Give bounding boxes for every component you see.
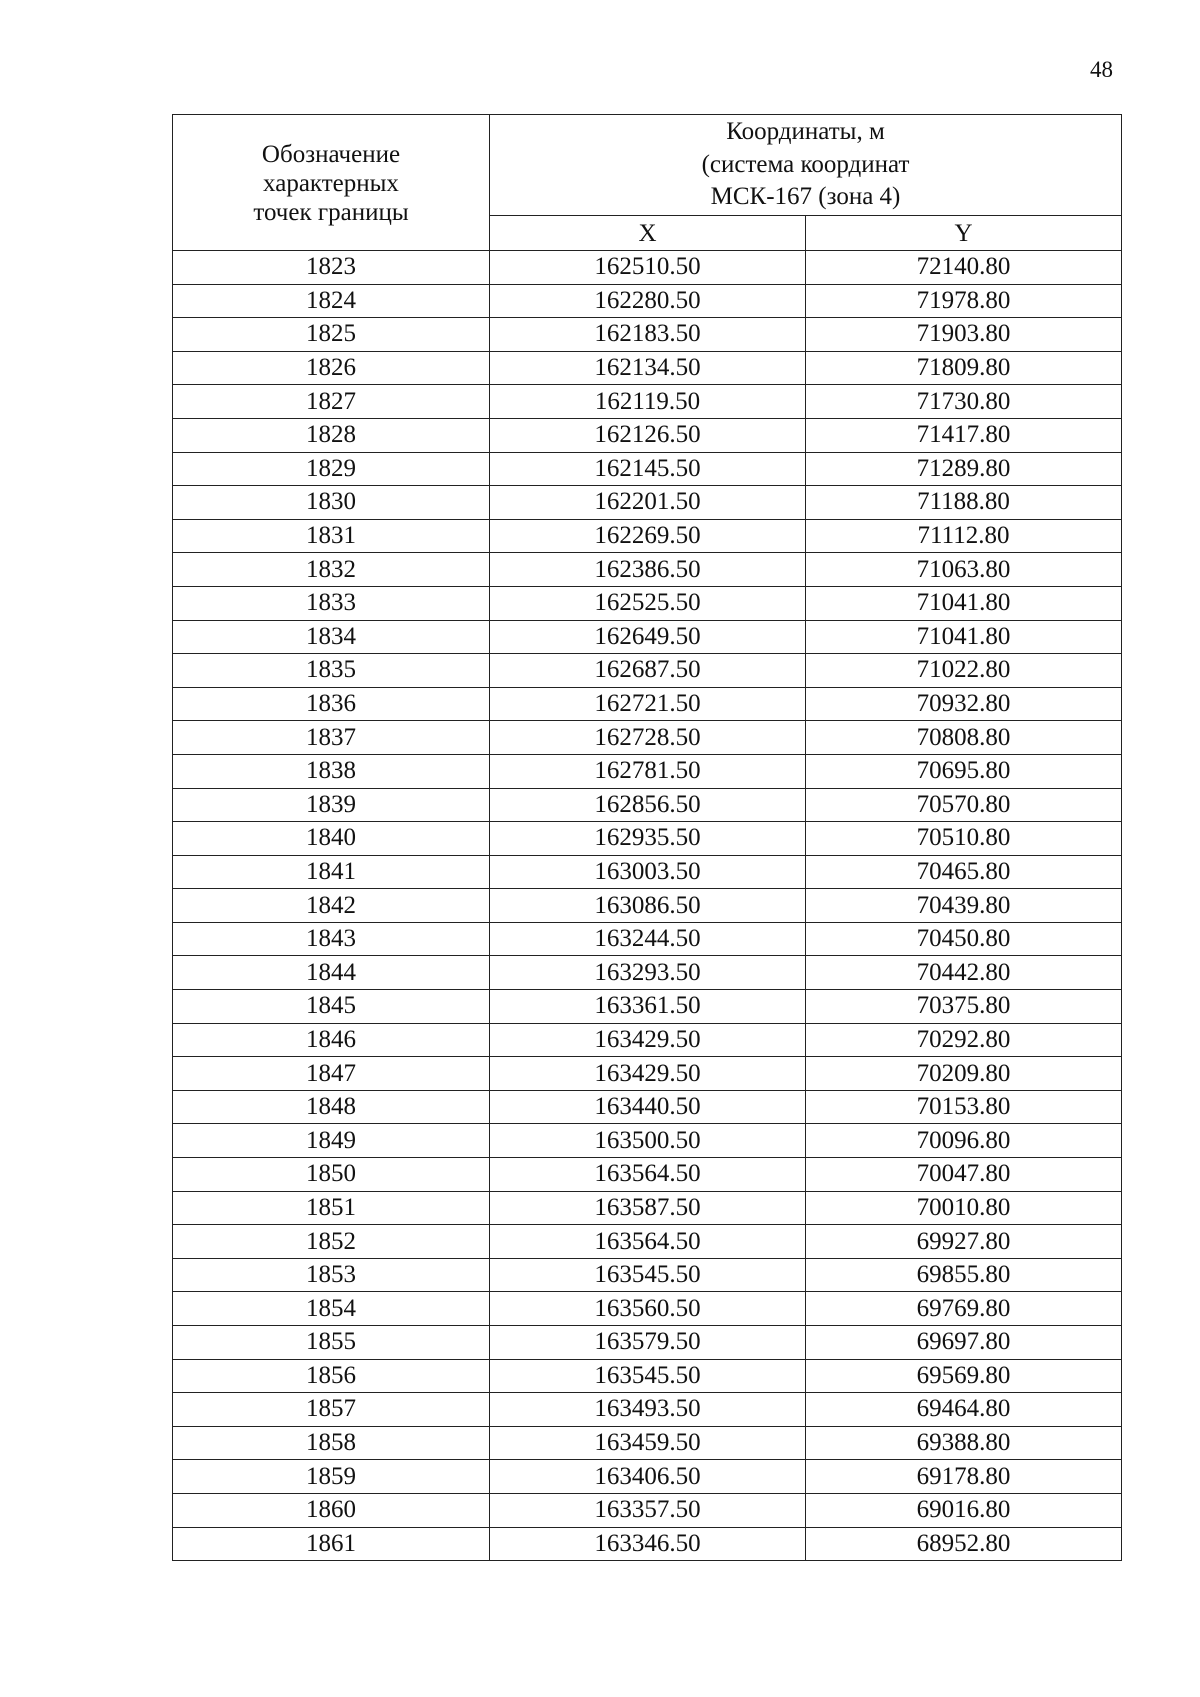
table-row	[173, 519, 1122, 553]
x-coordinate-cell: 163564.50	[490, 1225, 806, 1259]
x-coordinate-cell: 162145.50	[490, 452, 806, 486]
x-coordinate-cell: 162525.50	[490, 586, 806, 620]
y-coordinate-cell: 70010.80	[806, 1191, 1122, 1225]
y-coordinate-cell: 71730.80	[806, 385, 1122, 419]
table-row	[173, 1460, 1122, 1494]
x-coordinate-cell: 162728.50	[490, 721, 806, 755]
table-row	[173, 687, 1122, 721]
y-coordinate-cell: 69388.80	[806, 1426, 1122, 1460]
table-row	[173, 855, 1122, 889]
table-row	[173, 251, 1122, 285]
point-id-cell: 1854	[173, 1292, 490, 1326]
point-id-cell: 1861	[173, 1527, 490, 1561]
y-coordinate-cell: 70209.80	[806, 1057, 1122, 1091]
point-id-cell: 1831	[173, 519, 490, 553]
x-coordinate-cell: 162687.50	[490, 654, 806, 688]
table-row	[173, 754, 1122, 788]
y-coordinate-cell: 69855.80	[806, 1258, 1122, 1292]
x-coordinate-cell: 163587.50	[490, 1191, 806, 1225]
point-id-cell: 1832	[173, 553, 490, 587]
point-id-cell: 1835	[173, 654, 490, 688]
table-row	[173, 1023, 1122, 1057]
x-coordinate-cell: 162119.50	[490, 385, 806, 419]
table-row	[173, 418, 1122, 452]
y-coordinate-cell: 71903.80	[806, 318, 1122, 352]
point-id-cell: 1860	[173, 1493, 490, 1527]
x-coordinate-cell: 163346.50	[490, 1527, 806, 1561]
y-coordinate-cell: 69569.80	[806, 1359, 1122, 1393]
y-coordinate-cell: 70047.80	[806, 1158, 1122, 1192]
y-coordinate-cell: 70510.80	[806, 822, 1122, 856]
coordinates-header-line: (система координат	[701, 150, 910, 178]
y-coordinate-cell: 71112.80	[806, 519, 1122, 553]
y-coordinate-cell: 70375.80	[806, 990, 1122, 1024]
x-coordinate-cell: 162856.50	[490, 788, 806, 822]
point-id-cell: 1840	[173, 822, 490, 856]
table-row	[173, 1225, 1122, 1259]
point-id-cell: 1848	[173, 1090, 490, 1124]
header-row	[173, 115, 1122, 216]
x-coordinate-cell: 162134.50	[490, 351, 806, 385]
x-coordinate-cell: 163579.50	[490, 1326, 806, 1360]
table-row	[173, 1393, 1122, 1427]
table-row	[173, 1191, 1122, 1225]
point-id-cell: 1833	[173, 586, 490, 620]
designation-header-line: характерных	[263, 170, 399, 198]
x-coordinate-cell: 163357.50	[490, 1493, 806, 1527]
table-row	[173, 1527, 1122, 1561]
table-row	[173, 654, 1122, 688]
y-coordinate-cell: 69178.80	[806, 1460, 1122, 1494]
y-coordinate-cell: 70695.80	[806, 754, 1122, 788]
table-body	[173, 251, 1122, 1561]
point-id-cell: 1838	[173, 754, 490, 788]
y-coordinate-cell: 69927.80	[806, 1225, 1122, 1259]
y-coordinate-cell: 69016.80	[806, 1493, 1122, 1527]
x-coordinate-cell: 162721.50	[490, 687, 806, 721]
x-coordinate-cell: 163086.50	[490, 889, 806, 923]
x-coordinate-cell: 163500.50	[490, 1124, 806, 1158]
point-id-cell: 1841	[173, 855, 490, 889]
y-coordinate-cell: 71041.80	[806, 620, 1122, 654]
table-row	[173, 553, 1122, 587]
point-id-cell: 1823	[173, 251, 490, 285]
point-id-cell: 1857	[173, 1393, 490, 1427]
y-coordinate-cell: 70439.80	[806, 889, 1122, 923]
y-coordinate-cell: 71978.80	[806, 284, 1122, 318]
y-coordinate-cell: 69464.80	[806, 1393, 1122, 1427]
designation-header-line: точек границы	[253, 198, 409, 226]
point-id-cell: 1851	[173, 1191, 490, 1225]
table-row	[173, 1493, 1122, 1527]
x-coordinate-cell: 163493.50	[490, 1393, 806, 1427]
x-coordinate-cell: 162280.50	[490, 284, 806, 318]
table-row	[173, 385, 1122, 419]
point-id-cell: 1824	[173, 284, 490, 318]
x-coordinate-cell: 163564.50	[490, 1158, 806, 1192]
y-coordinate-cell: 71809.80	[806, 351, 1122, 385]
page-number: 48	[1090, 57, 1113, 82]
x-coordinate-cell: 163244.50	[490, 922, 806, 956]
x-coordinate-cell: 162510.50	[490, 251, 806, 285]
x-coordinate-cell: 163440.50	[490, 1090, 806, 1124]
table-row	[173, 1124, 1122, 1158]
x-coordinate-cell: 163293.50	[490, 956, 806, 990]
coordinates-header	[490, 115, 1122, 216]
table-row	[173, 1359, 1122, 1393]
table-row	[173, 922, 1122, 956]
x-coordinate-cell: 163459.50	[490, 1426, 806, 1460]
x-coordinate-cell: 163560.50	[490, 1292, 806, 1326]
x-coordinate-cell: 163429.50	[490, 1057, 806, 1091]
coordinates-header-line: Координаты, м	[726, 118, 885, 146]
table-row	[173, 452, 1122, 486]
y-coordinate-cell: 71188.80	[806, 486, 1122, 520]
point-id-cell: 1830	[173, 486, 490, 520]
y-coordinate-cell: 70096.80	[806, 1124, 1122, 1158]
point-id-cell: 1825	[173, 318, 490, 352]
table-row	[173, 1158, 1122, 1192]
y-coordinate-cell: 71041.80	[806, 586, 1122, 620]
y-coordinate-cell: 69697.80	[806, 1326, 1122, 1360]
x-coordinate-cell: 163545.50	[490, 1359, 806, 1393]
x-coordinate-cell: 163361.50	[490, 990, 806, 1024]
y-coordinate-cell: 70292.80	[806, 1023, 1122, 1057]
y-coordinate-cell: 72140.80	[806, 251, 1122, 285]
table-row	[173, 1326, 1122, 1360]
y-coordinate-cell: 70808.80	[806, 721, 1122, 755]
table-row	[173, 1057, 1122, 1091]
table-header	[173, 115, 1122, 251]
point-id-cell: 1850	[173, 1158, 490, 1192]
designation-header-line: Обозначение	[261, 141, 401, 169]
point-id-cell: 1855	[173, 1326, 490, 1360]
x-coordinate-cell: 162126.50	[490, 418, 806, 452]
y-coordinate-cell: 71289.80	[806, 452, 1122, 486]
table-row	[173, 1090, 1122, 1124]
table-row	[173, 1426, 1122, 1460]
table-row	[173, 620, 1122, 654]
point-id-cell: 1837	[173, 721, 490, 755]
table-row	[173, 1258, 1122, 1292]
y-coordinate-cell: 68952.80	[806, 1527, 1122, 1561]
designation-header	[173, 115, 490, 251]
point-id-cell: 1843	[173, 922, 490, 956]
x-coordinate-cell: 163003.50	[490, 855, 806, 889]
point-id-cell: 1828	[173, 418, 490, 452]
table-row	[173, 351, 1122, 385]
x-coordinate-cell: 162201.50	[490, 486, 806, 520]
table-row	[173, 318, 1122, 352]
point-id-cell: 1849	[173, 1124, 490, 1158]
x-coordinate-cell: 162183.50	[490, 318, 806, 352]
x-coordinate-cell: 162269.50	[490, 519, 806, 553]
y-coordinate-cell: 70442.80	[806, 956, 1122, 990]
point-id-cell: 1852	[173, 1225, 490, 1259]
point-id-cell: 1856	[173, 1359, 490, 1393]
y-coordinate-cell: 71022.80	[806, 654, 1122, 688]
point-id-cell: 1845	[173, 990, 490, 1024]
coordinates-header-line: МСК-167 (зона 4)	[710, 183, 901, 211]
point-id-cell: 1844	[173, 956, 490, 990]
table-row	[173, 721, 1122, 755]
x-column-header: X	[490, 216, 806, 251]
y-coordinate-cell: 69769.80	[806, 1292, 1122, 1326]
point-id-cell: 1846	[173, 1023, 490, 1057]
point-id-cell: 1827	[173, 385, 490, 419]
point-id-cell: 1858	[173, 1426, 490, 1460]
table-row	[173, 956, 1122, 990]
table-row	[173, 284, 1122, 318]
y-coordinate-cell: 70932.80	[806, 687, 1122, 721]
x-coordinate-cell: 163429.50	[490, 1023, 806, 1057]
x-coordinate-cell: 162386.50	[490, 553, 806, 587]
table-row	[173, 822, 1122, 856]
y-coordinate-cell: 70153.80	[806, 1090, 1122, 1124]
point-id-cell: 1847	[173, 1057, 490, 1091]
table-row	[173, 990, 1122, 1024]
table-row	[173, 889, 1122, 923]
x-coordinate-cell: 162649.50	[490, 620, 806, 654]
y-coordinate-cell: 70450.80	[806, 922, 1122, 956]
point-id-cell: 1853	[173, 1258, 490, 1292]
point-id-cell: 1826	[173, 351, 490, 385]
table-row	[173, 1292, 1122, 1326]
point-id-cell: 1859	[173, 1460, 490, 1494]
point-id-cell: 1836	[173, 687, 490, 721]
y-column-header: Y	[806, 216, 1122, 251]
coordinates-table	[172, 114, 1122, 1561]
x-coordinate-cell: 163406.50	[490, 1460, 806, 1494]
point-id-cell: 1829	[173, 452, 490, 486]
x-coordinate-cell: 162781.50	[490, 754, 806, 788]
x-coordinate-cell: 163545.50	[490, 1258, 806, 1292]
table-row	[173, 486, 1122, 520]
y-coordinate-cell: 71417.80	[806, 418, 1122, 452]
y-coordinate-cell: 70465.80	[806, 855, 1122, 889]
table-row	[173, 586, 1122, 620]
y-coordinate-cell: 70570.80	[806, 788, 1122, 822]
point-id-cell: 1842	[173, 889, 490, 923]
point-id-cell: 1839	[173, 788, 490, 822]
x-coordinate-cell: 162935.50	[490, 822, 806, 856]
table-row	[173, 788, 1122, 822]
point-id-cell: 1834	[173, 620, 490, 654]
y-coordinate-cell: 71063.80	[806, 553, 1122, 587]
